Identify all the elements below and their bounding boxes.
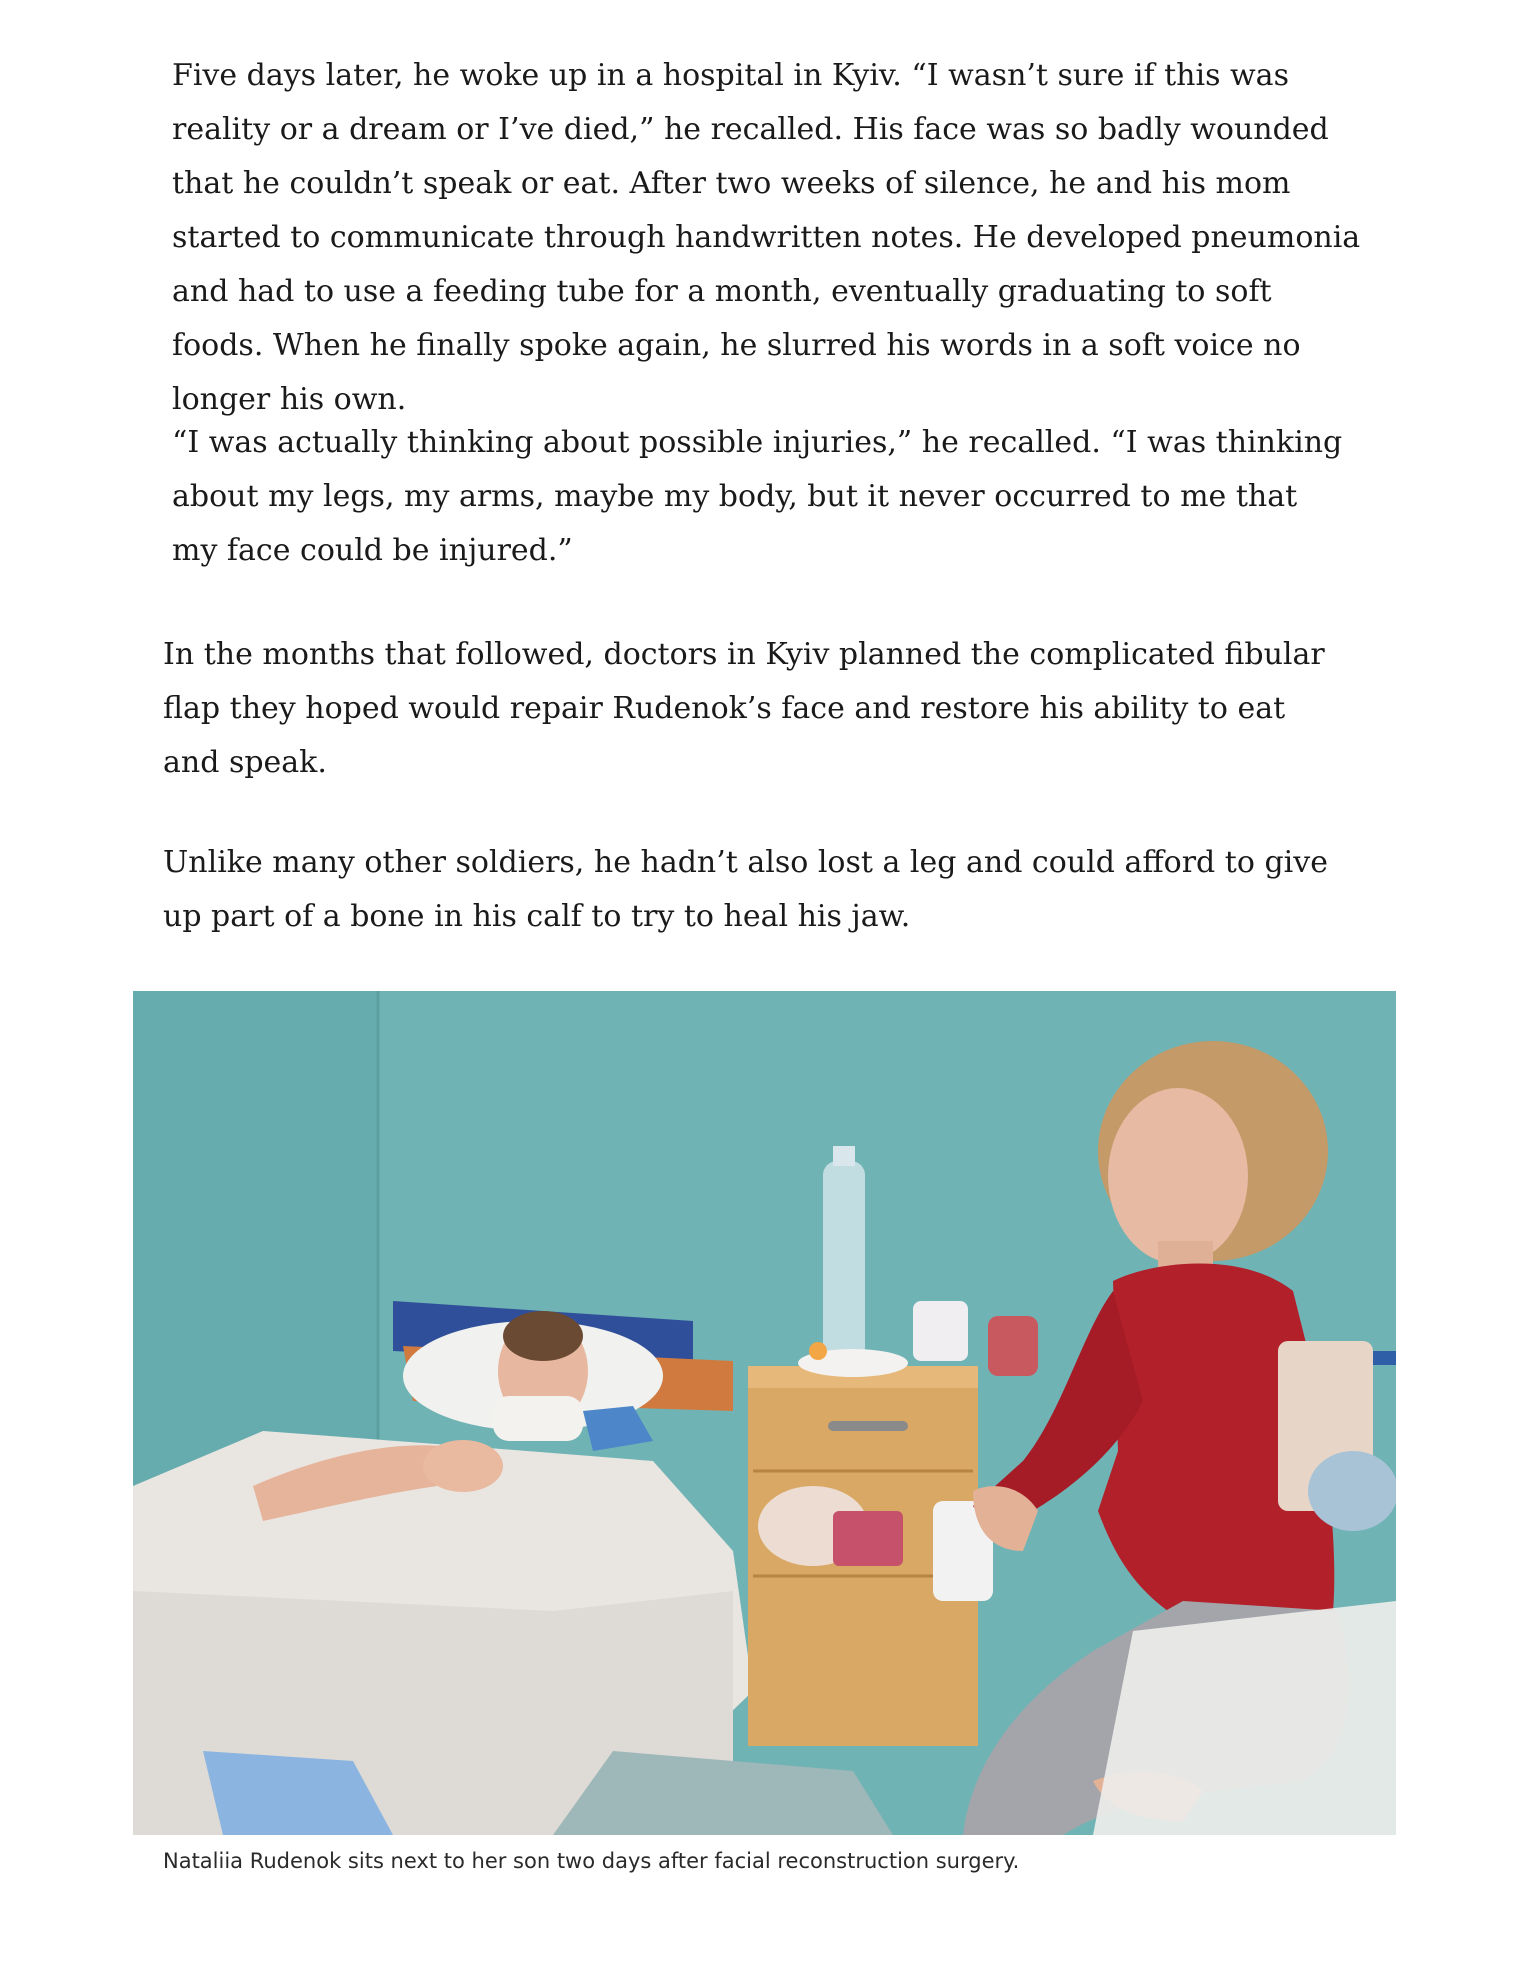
article-paragraph-3: In the months that followed, doctors in Kyiv planned the complicated fibular flap they hoped would repair Rudenok’s face and restore his ability to eat and speak. xyxy=(163,637,1325,780)
article-paragraph-1: Five days later, he woke up in a hospital in Kyiv. “I wasn’t sure if this was reality or a dream or I’ve died,” he recalled. His face was so badly wounded that he couldn’t speak or eat. After two weeks of silence, he and his mom started to communicate through handwritten notes. He developed pneumonia and had to use a feeding tube for a month, eventually graduating to soft foods. When he finally spoke again, he slurred his words in a soft voice no longer his own. xyxy=(172,58,1361,417)
article-photo xyxy=(133,991,1396,1835)
photo-caption: Nataliia Rudenok sits next to her son two days after facial reconstruction surgery. xyxy=(163,1849,1020,1873)
article-paragraph-4: Unlike many other soldiers, he hadn’t also lost a leg and could afford to give up part of a bone in his calf to try to heal his jaw. xyxy=(163,845,1328,934)
article-paragraph-2: “I was actually thinking about possible injuries,” he recalled. “I was thinking about my legs, my arms, maybe my body, but it never occurred to me that my face could be injured.” xyxy=(172,425,1343,568)
hospital-room-illustration xyxy=(133,991,1396,1835)
